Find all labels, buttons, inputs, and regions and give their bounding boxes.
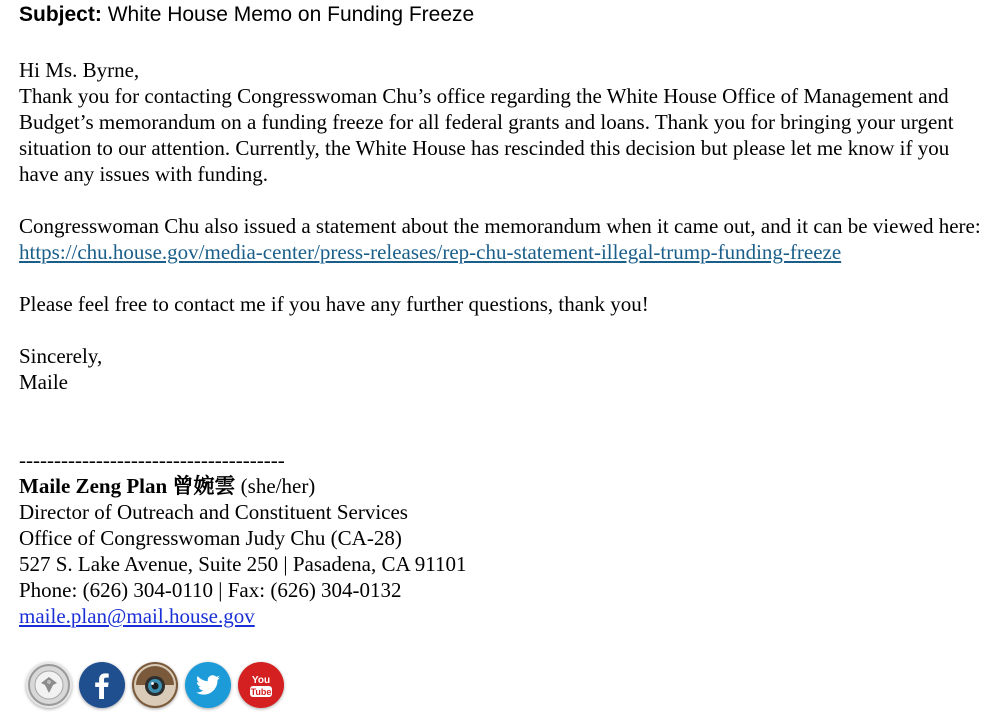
signature-office: Office of Congresswoman Judy Chu (CA-28) <box>19 526 402 550</box>
paragraph-2-intro: Congresswoman Chu also issued a statement about the memorandum when it came out, and it can be viewed here: <box>19 214 981 238</box>
paragraph-2 <box>19 213 994 265</box>
sender-first-name: Maile <box>19 370 68 394</box>
signature-name: Maile Zeng Plan 曾婉雲 <box>19 474 236 498</box>
email-subject <box>19 3 474 27</box>
signature-phone-fax: Phone: (626) 304-0110 | Fax: (626) 304-0132 <box>19 578 402 602</box>
subject-text: White House Memo on Funding Freeze <box>107 3 475 26</box>
greeting: Hi Ms. Byrne, <box>19 58 140 82</box>
paragraph-1: Thank you for contacting Congresswoman Chu’s office regarding the White House Office of Management and Budget’s memorandum on a funding freeze for all federal grants and loans. Thank you for bringing your urgent situation to our attention. Currently, the White House has rescinded this decision but please let me know if you have any issues with funding. <box>19 84 954 186</box>
paragraph-3: Please feel free to contact me if you have any further questions, thank you! <box>19 292 649 316</box>
twitter-icon[interactable] <box>185 662 231 708</box>
social-icons <box>26 662 284 708</box>
email-body <box>19 57 994 629</box>
signature-email-link[interactable]: maile.plan@mail.house.gov <box>19 604 255 628</box>
instagram-icon[interactable] <box>132 662 178 708</box>
facebook-icon[interactable] <box>79 662 125 708</box>
statement-link[interactable]: https://chu.house.gov/media-center/press-releases/rep-chu-statement-illegal-trump-funding-freeze <box>19 240 842 264</box>
closing: Sincerely, <box>19 344 103 368</box>
signature-pronouns: (she/her) <box>235 474 316 498</box>
youtube-label-bottom: Tube <box>250 687 272 697</box>
signature-name-line <box>19 473 994 499</box>
youtube-label-top: You <box>251 675 271 686</box>
signature-divider: -------------------------------------- <box>19 448 285 472</box>
subject-label: Subject: <box>19 3 102 26</box>
youtube-icon[interactable] <box>238 662 284 708</box>
email-signature <box>19 447 994 629</box>
signature-address: 527 S. Lake Avenue, Suite 250 | Pasadena, CA 91101 <box>19 552 467 576</box>
signature-title: Director of Outreach and Constituent Services <box>19 500 408 524</box>
house-seal-icon[interactable] <box>26 662 72 708</box>
